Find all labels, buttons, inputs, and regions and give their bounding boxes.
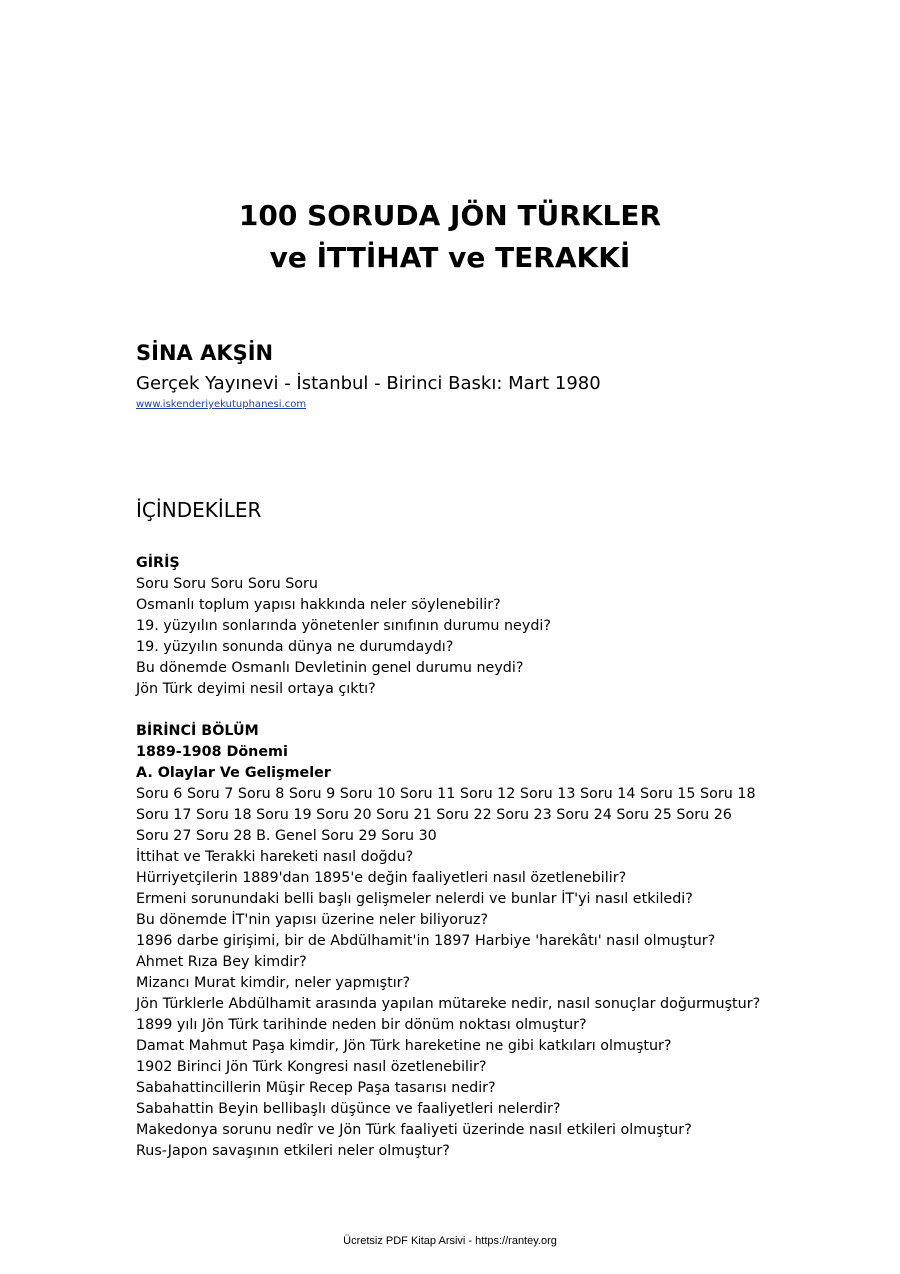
toc-item: Rus-Japon savaşının etkileri neler olmuştur? bbox=[136, 1143, 450, 1159]
toc-item: Soru 6 Soru 7 Soru 8 Soru 9 Soru 10 Soru 11 Soru 12 Soru 13 Soru 14 Soru 15 Soru 18 bbox=[136, 786, 756, 802]
toc-item: Damat Mahmut Paşa kimdir, Jön Türk hareketine ne gibi katkıları olmuştur? bbox=[136, 1038, 672, 1054]
toc-item: Ahmet Rıza Bey kimdir? bbox=[136, 954, 307, 970]
book-title-line-2: ve İTTİHAT ve TERAKKİ bbox=[269, 241, 631, 274]
toc-item: Jön Türk deyimi nesil ortaya çıktı? bbox=[136, 681, 376, 697]
toc-item: 1896 darbe girişimi, bir de Abdülhamit'in 1897 Harbiye 'harekâtı' nasıl olmuştur? bbox=[136, 933, 716, 949]
page-footer: Ücretsiz PDF Kitap Arsivi - https://rantey.org bbox=[343, 1235, 557, 1247]
toc-item: 19. yüzyılın sonlarında yönetenler sınıfının durumu neydi? bbox=[136, 618, 551, 634]
author-name: SİNA AKŞİN bbox=[136, 341, 274, 365]
toc-item: Jön Türklerle Abdülhamit arasında yapılan mütareke nedir, nasıl sonuçlar doğurmuştur? bbox=[136, 996, 761, 1012]
period-heading: 1889-1908 Dönemi bbox=[136, 744, 288, 760]
toc-item: Bu dönemde İT'nin yapısı üzerine neler biliyoruz? bbox=[136, 912, 489, 928]
toc-item: Sabahattin Beyin bellibaşlı düşünce ve faaliyetleri nelerdir? bbox=[136, 1101, 561, 1117]
toc-item: 1899 yılı Jön Türk tarihinde neden bir dönüm noktası olmuştur? bbox=[136, 1017, 587, 1033]
toc-item: İttihat ve Terakki hareketi nasıl doğdu? bbox=[136, 849, 414, 865]
toc-part1-section bbox=[136, 721, 776, 1162]
toc-item: Makedonya sorunu nedîr ve Jön Türk faaliyeti üzerinde nasıl etkileri olmuştur? bbox=[136, 1122, 692, 1138]
toc-item: Bu dönemde Osmanlı Devletinin genel durumu neydi? bbox=[136, 660, 524, 676]
toc-item: 19. yüzyılın sonunda dünya ne durumdaydı? bbox=[136, 639, 454, 655]
toc-item: Hürriyetçilerin 1889'dan 1895'e değin faaliyetleri nasıl özetlenebilir? bbox=[136, 870, 627, 886]
part-heading: BİRİNCİ BÖLÜM bbox=[136, 723, 259, 739]
toc-item: Sabahattincillerin Müşir Recep Paşa tasarısı nedir? bbox=[136, 1080, 496, 1096]
toc-item: Ermeni sorunundaki belli başlı gelişmeler nelerdi ve bunlar İT'yi nasıl etkiledi? bbox=[136, 891, 693, 907]
toc-item: Osmanlı toplum yapısı hakkında neler söylenebilir? bbox=[136, 597, 501, 613]
toc-item: Mizancı Murat kimdir, neler yapmıştır? bbox=[136, 975, 411, 991]
toc-heading: İÇİNDEKİLER bbox=[136, 498, 262, 522]
toc-item: 1902 Birinci Jön Türk Kongresi nasıl özetlenebilir? bbox=[136, 1059, 487, 1075]
toc-item: Soru Soru Soru Soru Soru bbox=[136, 576, 318, 592]
publisher-info: Gerçek Yayınevi - İstanbul - Birinci Baskı: Mart 1980 bbox=[136, 373, 601, 394]
toc-item: Soru 17 Soru 18 Soru 19 Soru 20 Soru 21 Soru 22 Soru 23 Soru 24 Soru 25 Soru 26 bbox=[136, 807, 732, 823]
toc-intro-section bbox=[136, 553, 776, 700]
website-link[interactable]: www.iskenderiyekutuphanesi.com bbox=[136, 399, 307, 410]
intro-heading: GİRİŞ bbox=[136, 555, 180, 571]
toc-item: Soru 27 Soru 28 B. Genel Soru 29 Soru 30 bbox=[136, 828, 437, 844]
section-heading: A. Olaylar Ve Gelişmeler bbox=[136, 765, 331, 781]
book-title-line-1: 100 SORUDA JÖN TÜRKLER bbox=[238, 199, 662, 232]
